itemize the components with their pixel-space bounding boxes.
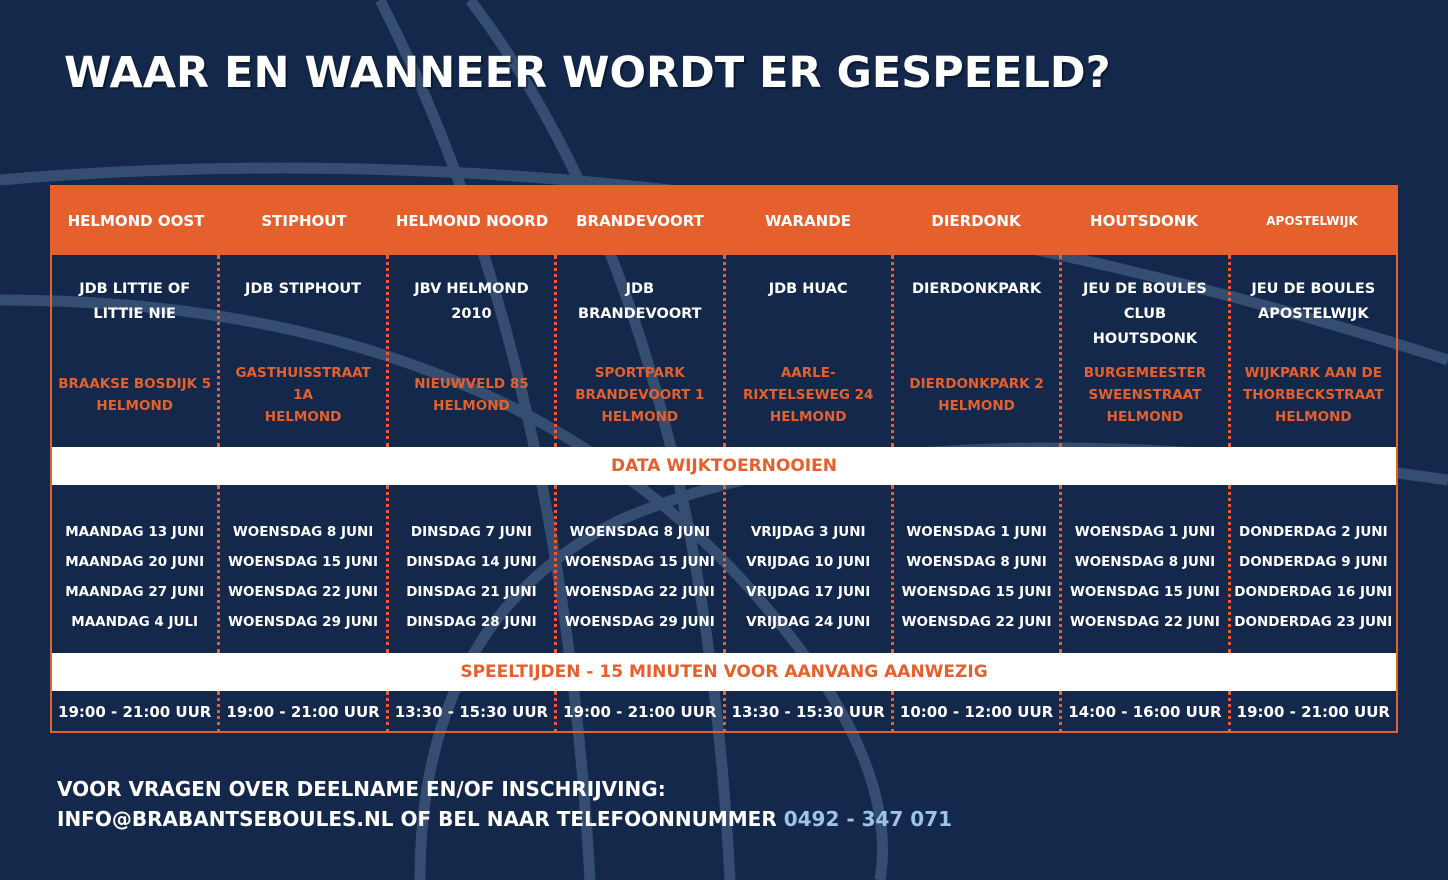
date-item: MAANDAG 13 JUNI [65,524,205,540]
date-item: MAANDAG 4 JULI [71,614,199,630]
date-item: WOENSDAG 1 JUNI [906,524,1047,540]
date-item: DONDERDAG 2 JUNI [1238,524,1388,540]
play-time: 10:00 - 12:00 UUR [899,703,1054,721]
venue-cell [1059,255,1227,447]
venue-name: JDB STIPHOUT [245,281,362,297]
time-cell [891,691,1059,733]
play-time: 14:00 - 16:00 UUR [1068,703,1222,721]
dates-list [746,517,870,637]
venue-cell [891,255,1059,447]
date-item: WOENSDAG 1 JUNI [1074,524,1216,540]
date-item: WOENSDAG 15 JUNI [1070,584,1220,600]
date-item: WOENSDAG 8 JUNI [232,524,374,540]
district-header: HELMOND NOORD [395,212,549,230]
contact-question: VOOR VRAGEN OVER DEELNAME EN/OF INSCHRIJVING: [57,777,666,801]
date-item: DINSDAG 7 JUNI [410,524,532,540]
date-item: DINSDAG 21 JUNI [406,584,537,600]
time-cell [1059,691,1227,733]
venue-address: GASTHUISSTRAAT 1A HELMOND [235,365,371,425]
dates-list [65,517,204,637]
time-cell [1228,691,1396,733]
venue-address: AARLE- RIXTELSEWEG 24 HELMOND [742,365,874,425]
date-item: WOENSDAG 29 JUNI [228,614,378,630]
date-item: WOENSDAG 29 JUNI [564,614,715,630]
date-item: WOENSDAG 22 JUNI [901,614,1052,630]
district-header: STIPHOUT [261,212,347,230]
play-time: 19:00 - 21:00 UUR [226,703,380,721]
venue-cell [723,255,891,447]
venue-name: JEU DE BOULES APOSTELWIJK [1251,281,1376,322]
dates-list [406,517,536,637]
dates-cell [1059,485,1227,653]
dates-list [1234,517,1392,637]
venue-name: JDB LITTIE OF LITTIE NIE [79,281,191,322]
contact-email-text: INFO@BRABANTSEBOULES.NL OF BEL NAAR TELEFOONNUMMER [57,807,784,831]
date-item: DONDERDAG 9 JUNI [1238,554,1388,570]
play-time: 13:30 - 15:30 UUR [731,703,885,721]
venue-address: WIJKPARK AAN DE THORBECKSTRAAT HELMOND [1242,365,1384,425]
venue-address: BRAAKSE BOSDIJK 5 HELMOND [58,376,212,414]
dates-list [565,517,715,637]
dates-cell [52,485,217,653]
phone-number[interactable]: 0492 - 347 071 [783,807,953,831]
dates-cell [1228,485,1396,653]
date-item: MAANDAG 20 JUNI [65,554,205,570]
date-item: WOENSDAG 8 JUNI [906,554,1047,570]
venue-address: DIERDONKPARK 2 HELMOND [909,376,1044,414]
venue-name: DIERDONKPARK [911,281,1042,297]
venue-name: JDB BRANDEVOORT [578,281,702,322]
venue-name: JEU DE BOULES CLUB HOUTSDONK [1083,281,1207,347]
dates-list [228,517,378,637]
page-title: WAAR EN WANNEER WORDT ER GESPEELD? [64,48,1111,98]
dates-cell [723,485,891,653]
date-item: WOENSDAG 15 JUNI [564,554,715,570]
district-header: HELMOND OOST [67,212,205,230]
date-item: WOENSDAG 15 JUNI [228,554,378,570]
play-time: 13:30 - 15:30 UUR [394,703,549,721]
district-header: DIERDONK [931,212,1021,230]
venue-name: JBV HELMOND 2010 [414,281,529,322]
playtimes-band: SPEELTIJDEN - 15 MINUTEN VOOR AANVANG AANWEZIG [52,653,1396,691]
dates-list [1070,517,1220,637]
date-item: WOENSDAG 15 JUNI [901,584,1052,600]
date-item: WOENSDAG 22 JUNI [564,584,715,600]
dates-band: DATA WIJKTOERNOOIEN [52,447,1396,485]
district-header: BRANDEVOORT [576,212,704,230]
date-item: DINSDAG 28 JUNI [406,614,537,630]
dates-cell [217,485,385,653]
dates-cell [554,485,722,653]
play-time: 19:00 - 21:00 UUR [563,703,717,721]
date-item: WOENSDAG 8 JUNI [569,524,711,540]
dates-cell [891,485,1059,653]
date-item: WOENSDAG 8 JUNI [1074,554,1216,570]
time-cell [386,691,554,733]
district-header: WARANDE [765,212,851,230]
time-cell [52,691,217,733]
dates-row [52,485,1396,653]
venue-cell [386,255,554,447]
venue-cell [52,255,217,447]
play-time: 19:00 - 21:00 UUR [1236,703,1390,721]
dates-list [902,517,1052,637]
time-cell [554,691,722,733]
date-item: WOENSDAG 22 JUNI [1070,614,1220,630]
date-item: DONDERDAG 16 JUNI [1234,584,1393,600]
playtimes-row [52,691,1396,733]
district-header: APOSTELWIJK [1266,214,1358,228]
venue-cell [554,255,722,447]
time-cell [217,691,385,733]
district-header-row [52,187,1396,255]
date-item: WOENSDAG 22 JUNI [228,584,378,600]
venue-name: JDB HUAC [768,281,848,297]
dates-cell [386,485,554,653]
date-item: VRIJDAG 3 JUNI [750,524,866,540]
venue-cell [1228,255,1396,447]
contact-line [57,804,952,834]
date-item: VRIJDAG 24 JUNI [746,614,871,630]
venue-row [52,255,1396,447]
play-time: 19:00 - 21:00 UUR [58,703,212,721]
date-item: MAANDAG 27 JUNI [65,584,205,600]
venue-address: NIEUWVELD 85 HELMOND [414,376,529,414]
district-header: HOUTSDONK [1090,212,1198,230]
date-item: DINSDAG 14 JUNI [406,554,537,570]
venue-address: SPORTPARK BRANDEVOORT 1 HELMOND [575,365,705,425]
schedule-table [50,185,1398,733]
date-item: VRIJDAG 10 JUNI [746,554,871,570]
venue-address: BURGEMEESTER SWEENSTRAAT HELMOND [1083,365,1207,425]
venue-cell [217,255,385,447]
time-cell [723,691,891,733]
date-item: DONDERDAG 23 JUNI [1234,614,1393,630]
date-item: VRIJDAG 17 JUNI [746,584,871,600]
contact-info [57,774,952,834]
